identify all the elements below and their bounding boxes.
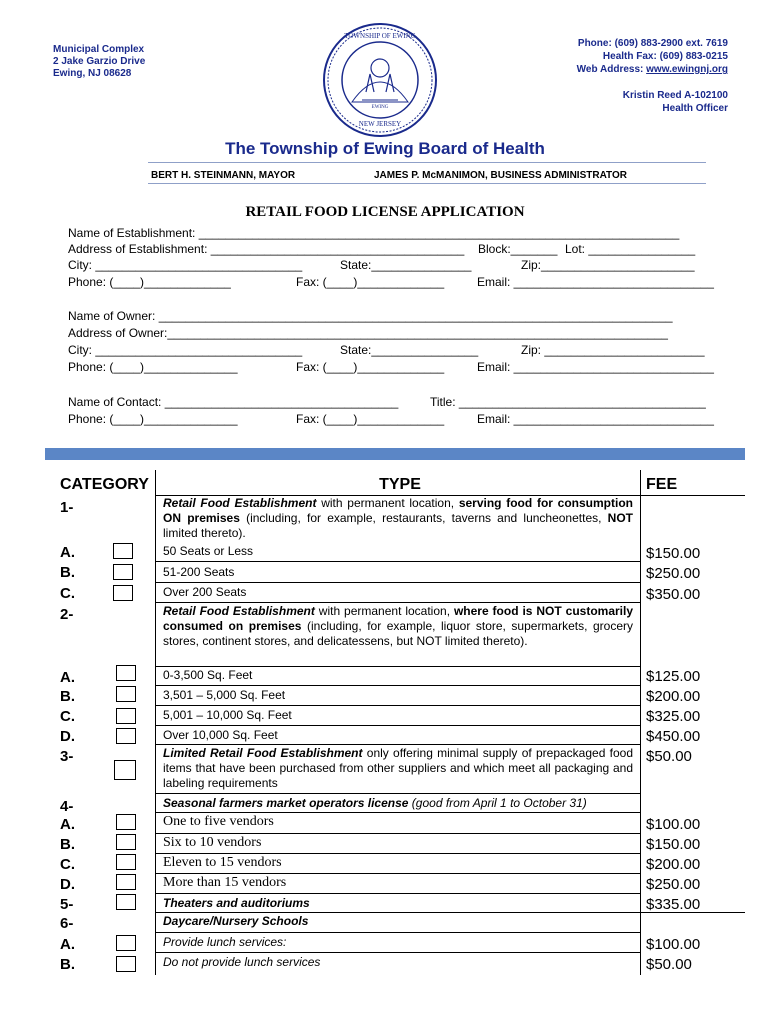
row-divider [155, 952, 640, 953]
option-type: 5,001 – 10,000 Sq. Feet [163, 708, 292, 722]
category-description [163, 746, 633, 791]
option-code: B. [60, 564, 75, 581]
row-divider [155, 793, 640, 794]
category-note: (good from April 1 to October 31) [408, 796, 587, 810]
row-divider [155, 833, 640, 834]
category-description [163, 604, 633, 649]
divider [148, 162, 706, 163]
category-code: 4- [60, 798, 74, 815]
option-type: One to five vendors [163, 814, 274, 829]
contact-email-field[interactable]: Email: ______________________________ [477, 412, 714, 426]
option-code: A. [60, 936, 75, 953]
option-type: 50 Seats or Less [163, 544, 254, 558]
option-type: 0-3,500 Sq. Feet [163, 668, 253, 682]
option-type: Over 200 Seats [163, 585, 247, 599]
category-code: 1- [60, 499, 74, 516]
contact-title-field[interactable]: Title: _____________________________________ [430, 395, 706, 409]
row-divider [155, 582, 640, 583]
desc-text: only offering minimal supply of prepackaged food items that have been purchased from other suppliers and which meet all packaging and labeling requirements [163, 746, 633, 790]
state-field[interactable]: State:_______________ [340, 258, 472, 272]
option-fee: $200.00 [646, 688, 701, 705]
option-code: C. [60, 585, 75, 602]
option-type: 51-200 Seats [163, 565, 235, 579]
type-header: TYPE [379, 476, 421, 493]
seal-text-top: TOWNSHIP OF EWING [344, 32, 416, 40]
option-code: A. [60, 669, 75, 686]
option-type: More than 15 vendors [163, 875, 287, 890]
desc-emphasis: where food is NOT customarily consumed on premises [163, 604, 633, 633]
officer-title: Health Officer [662, 103, 728, 114]
category-fee: $50.00 [646, 748, 692, 765]
category-title: Retail Food Establishment [163, 496, 317, 510]
option-code: C. [60, 856, 75, 873]
township-seal-icon [322, 22, 438, 138]
seal-text-center: EWING [371, 105, 389, 110]
checkbox-4a[interactable] [116, 814, 136, 830]
checkbox-2b[interactable] [116, 686, 136, 702]
mayor-name: BERT H. STEINMANN, MAYOR [151, 170, 296, 181]
option-code: A. [60, 544, 75, 561]
municipal-address [53, 44, 145, 80]
row-divider [155, 705, 640, 706]
establishment-address-field[interactable]: Address of Establishment: ______________________________________ [68, 242, 465, 256]
contact-name-field[interactable]: Name of Contact: ___________________________________ [68, 395, 399, 409]
category-code: 6- [60, 915, 74, 932]
checkbox-4d[interactable] [116, 874, 136, 890]
option-type: Six to 10 vendors [163, 835, 262, 850]
document-title: RETAIL FOOD LICENSE APPLICATION [245, 204, 525, 220]
address-line: 2 Jake Garzio Drive [53, 56, 146, 67]
row-divider [155, 812, 640, 813]
option-type: Over 10,000 Sq. Feet [163, 728, 278, 742]
fee-header: FEE [646, 476, 678, 493]
officer-name: Kristin Reed A-102100 [622, 90, 728, 101]
option-fee: $50.00 [646, 956, 692, 973]
checkbox-6a[interactable] [116, 935, 136, 951]
option-fee: $325.00 [646, 708, 701, 725]
row-divider [640, 495, 745, 496]
category-code: 2- [60, 606, 74, 623]
row-divider [155, 873, 640, 874]
address-line: Municipal Complex [53, 44, 145, 55]
fax-field[interactable]: Fax: (____)_____________ [296, 275, 445, 289]
category-code: 5- [60, 896, 74, 913]
desc-text: (including, for example, restaurants, taverns and luncheonettes, [239, 511, 608, 525]
category-fee: $335.00 [646, 896, 701, 913]
category-description [163, 796, 587, 811]
category-header: CATEGORY [60, 476, 149, 493]
option-fee: $125.00 [646, 668, 701, 685]
administrator-name: JAMES P. McMANIMON, BUSINESS ADMINISTRATOR [374, 170, 627, 181]
desc-text: (including, for example, liquor store, supermarkets, grocery stores, continent stores, and delicatessens, but NOT limited thereto). [163, 619, 633, 648]
lot-field[interactable]: Lot: ________________ [565, 242, 696, 256]
option-code: B. [60, 688, 75, 705]
category-title: Seasonal farmers market operators license [163, 796, 409, 810]
option-fee: $250.00 [646, 565, 701, 582]
contact-fax-field[interactable]: Fax: (____)_____________ [296, 412, 445, 426]
row-divider [640, 912, 745, 913]
desc-text: with permanent location, [316, 496, 459, 510]
desc-emphasis: NOT [607, 511, 633, 525]
column-divider [155, 470, 156, 975]
checkbox-4c[interactable] [116, 854, 136, 870]
option-code: B. [60, 836, 75, 853]
owner-state-field[interactable]: State:________________ [340, 343, 479, 357]
category-title: Theaters and auditoriums [163, 896, 310, 910]
address-line: Ewing, NJ 08628 [53, 68, 132, 79]
option-fee: $150.00 [646, 836, 701, 853]
web-label: Web Address: [576, 64, 647, 75]
row-divider [155, 932, 640, 933]
row-divider [155, 912, 640, 913]
option-type: Eleven to 15 vendors [163, 855, 282, 870]
checkbox-1a[interactable] [113, 543, 133, 559]
establishment-name-field[interactable]: Name of Establishment: ________________________________________________________________________ [68, 226, 680, 240]
row-divider [155, 744, 640, 745]
row-divider [155, 853, 640, 854]
checkbox-3[interactable] [114, 760, 136, 780]
option-type: 3,501 – 5,000 Sq. Feet [163, 688, 286, 702]
option-code: D. [60, 876, 75, 893]
row-divider [155, 602, 640, 603]
owner-zip-field[interactable]: Zip: ________________________ [521, 343, 705, 357]
desc-text: limited thereto). [163, 526, 246, 540]
owner-phone-field[interactable]: Phone: (____)______________ [68, 360, 238, 374]
option-fee: $200.00 [646, 856, 701, 873]
option-code: A. [60, 816, 75, 833]
owner-city-field[interactable]: City: _______________________________ [68, 343, 303, 357]
owner-address-field[interactable]: Address of Owner:___________________________________________________________________________ [68, 326, 668, 340]
option-code: D. [60, 728, 75, 745]
checkbox-1b[interactable] [113, 564, 133, 580]
section-bar [45, 448, 745, 460]
row-divider [155, 725, 640, 726]
health-officer [623, 89, 728, 115]
contact-info [577, 37, 728, 76]
page-title: The Township of Ewing Board of Health [225, 139, 545, 158]
owner-fax-field[interactable]: Fax: (____)_____________ [296, 360, 445, 374]
block-field[interactable]: Block:_______ [478, 242, 558, 256]
row-divider [155, 561, 640, 562]
web-link[interactable]: www.ewingnj.org [646, 64, 728, 75]
owner-name-field[interactable]: Name of Owner: _____________________________________________________________________________ [68, 309, 673, 323]
option-fee: $350.00 [646, 586, 701, 603]
phone-field[interactable]: Phone: (____)_____________ [68, 275, 231, 289]
row-divider [155, 893, 640, 894]
row-divider [155, 666, 640, 667]
category-description [163, 496, 633, 541]
checkbox-1c[interactable] [113, 585, 133, 601]
divider [148, 183, 706, 184]
zip-field[interactable]: Zip:_______________________ [521, 258, 695, 272]
owner-email-field[interactable]: Email: ______________________________ [477, 360, 714, 374]
option-type: Do not provide lunch services [163, 955, 321, 969]
category-title: Daycare/Nursery Schools [163, 914, 309, 928]
health-fax: Health Fax: (609) 883-0215 [602, 51, 728, 62]
row-divider [155, 685, 640, 686]
checkbox-5[interactable] [116, 894, 136, 910]
checkbox-2d[interactable] [116, 728, 136, 744]
city-field[interactable]: City: _______________________________ [68, 258, 303, 272]
desc-emphasis: serving food for consumption ON premises [163, 496, 633, 525]
option-code: B. [60, 956, 75, 973]
option-fee: $100.00 [646, 816, 701, 833]
phone: Phone: (609) 883-2900 ext. 7619 [577, 38, 728, 49]
seal-text-bottom: NEW JERSEY [358, 120, 402, 128]
checkbox-2c[interactable] [116, 708, 136, 724]
option-code: C. [60, 708, 75, 725]
option-fee: $250.00 [646, 876, 701, 893]
checkbox-6b[interactable] [116, 956, 136, 972]
option-fee: $100.00 [646, 936, 701, 953]
email-field[interactable]: Email: ______________________________ [477, 275, 714, 289]
category-code: 3- [60, 748, 74, 765]
option-fee: $450.00 [646, 728, 701, 745]
checkbox-2a[interactable] [116, 665, 136, 681]
checkbox-4b[interactable] [116, 834, 136, 850]
contact-phone-field[interactable]: Phone: (____)______________ [68, 412, 238, 426]
desc-text: with permanent location, [314, 604, 454, 618]
column-divider [640, 470, 641, 975]
category-title: Retail Food Establishment [163, 604, 315, 618]
web-address [577, 63, 728, 76]
option-fee: $150.00 [646, 545, 701, 562]
category-title: Limited Retail Food Establishment [163, 746, 363, 760]
option-type: Provide lunch services: [163, 935, 287, 949]
